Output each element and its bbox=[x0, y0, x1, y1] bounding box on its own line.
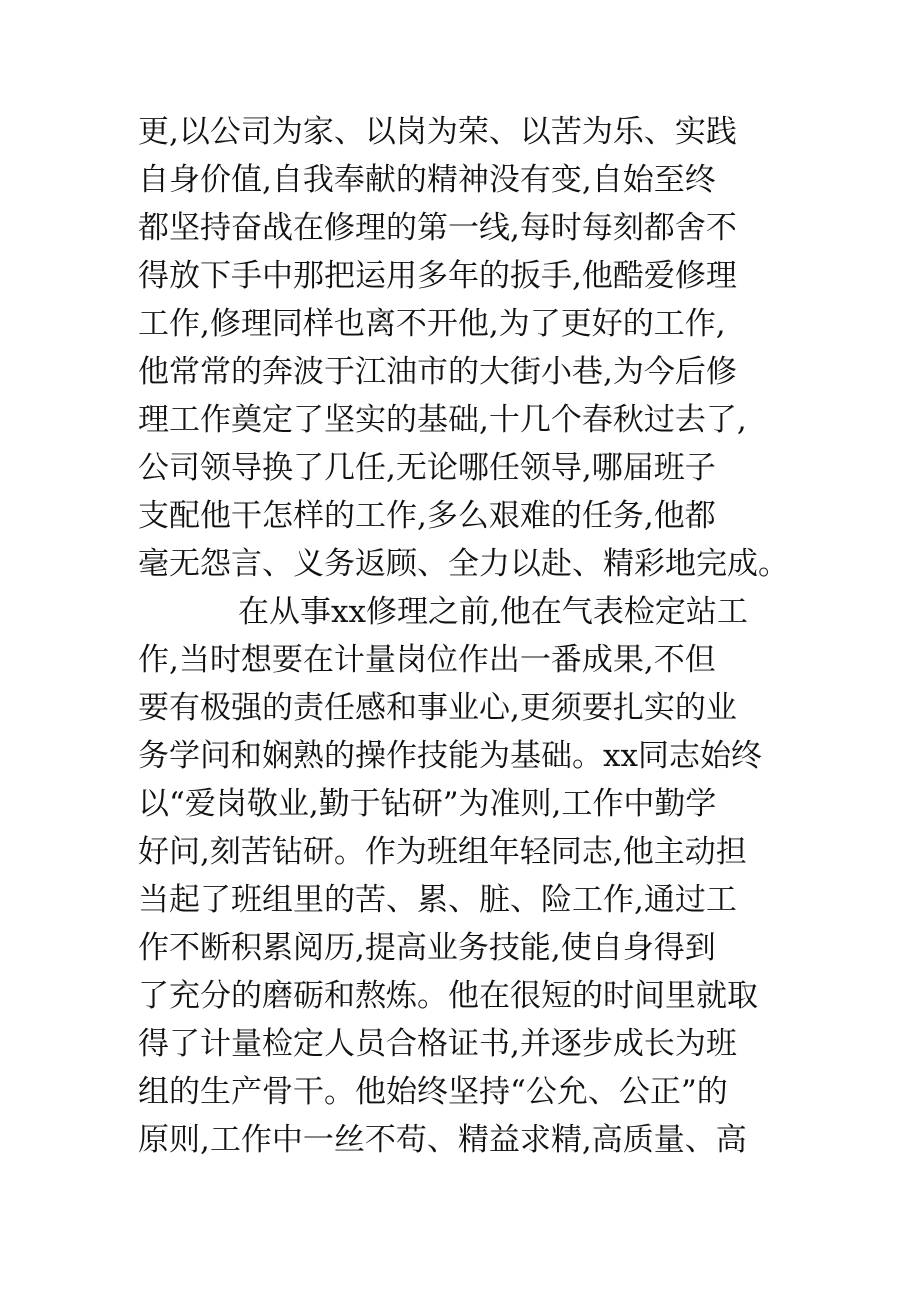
text-line-21: 组的生产骨干。他始终坚持“公允、公正”的 bbox=[138, 1074, 728, 1110]
text-line-20: 得了计量检定人员合格证书,并逐步成长为班 bbox=[138, 1026, 737, 1062]
text-line-11: 在从事xx修理之前,他在气表检定站工 bbox=[238, 594, 748, 630]
text-line-3: 都坚持奋战在修理的第一线,每时每刻都舍不 bbox=[138, 210, 737, 246]
text-line-16: 好问,刻苦钻研。作为班组年轻同志,他主动担 bbox=[138, 834, 747, 870]
body-text bbox=[138, 108, 798, 1164]
text-line-12: 作,当时想要在计量岗位作出一番成果,不但 bbox=[138, 642, 716, 678]
text-line-7: 理工作奠定了坚实的基础,十几个春秋过去了, bbox=[138, 402, 747, 438]
text-line-5: 工作,修理同样也离不开他,为了更好的工作, bbox=[138, 306, 726, 342]
text-line-2: 自身价值,自我奉献的精神没有变,自始至终 bbox=[138, 162, 716, 198]
text-line-18: 作不断积累阅历,提高业务技能,使自身得到 bbox=[138, 930, 716, 966]
text-line-8: 公司领导换了几任,无论哪任领导,哪届班子 bbox=[138, 450, 716, 486]
text-line-19: 了充分的磨砺和熬炼。他在很短的时间里就取 bbox=[138, 978, 758, 1014]
text-line-10: 毫无怨言、义务返顾、全力以赴、精彩地完成。 bbox=[138, 546, 789, 582]
text-line-22: 原则,工作中一丝不苟、精益求精,高质量、高 bbox=[138, 1122, 747, 1158]
text-line-17: 当起了班组里的苦、累、脏、险工作,通过工 bbox=[138, 882, 737, 918]
text-line-14: 务学问和娴熟的操作技能为基础。xx同志始终 bbox=[138, 738, 762, 774]
text-line-9: 支配他干怎样的工作,多么艰难的任务,他都 bbox=[138, 498, 716, 534]
text-line-1: 更,以公司为家、以岗为荣、以苦为乐、实践 bbox=[138, 114, 737, 150]
text-line-4: 得放下手中那把运用多年的扳手,他酷爱修理 bbox=[138, 258, 737, 294]
text-line-13: 要有极强的责任感和事业心,更须要扎实的业 bbox=[138, 690, 737, 726]
text-line-6: 他常常的奔波于江油市的大街小巷,为今后修 bbox=[138, 354, 737, 390]
text-line-15: 以“爱岗敬业,勤于钻研”为准则,工作中勤学 bbox=[138, 786, 717, 822]
